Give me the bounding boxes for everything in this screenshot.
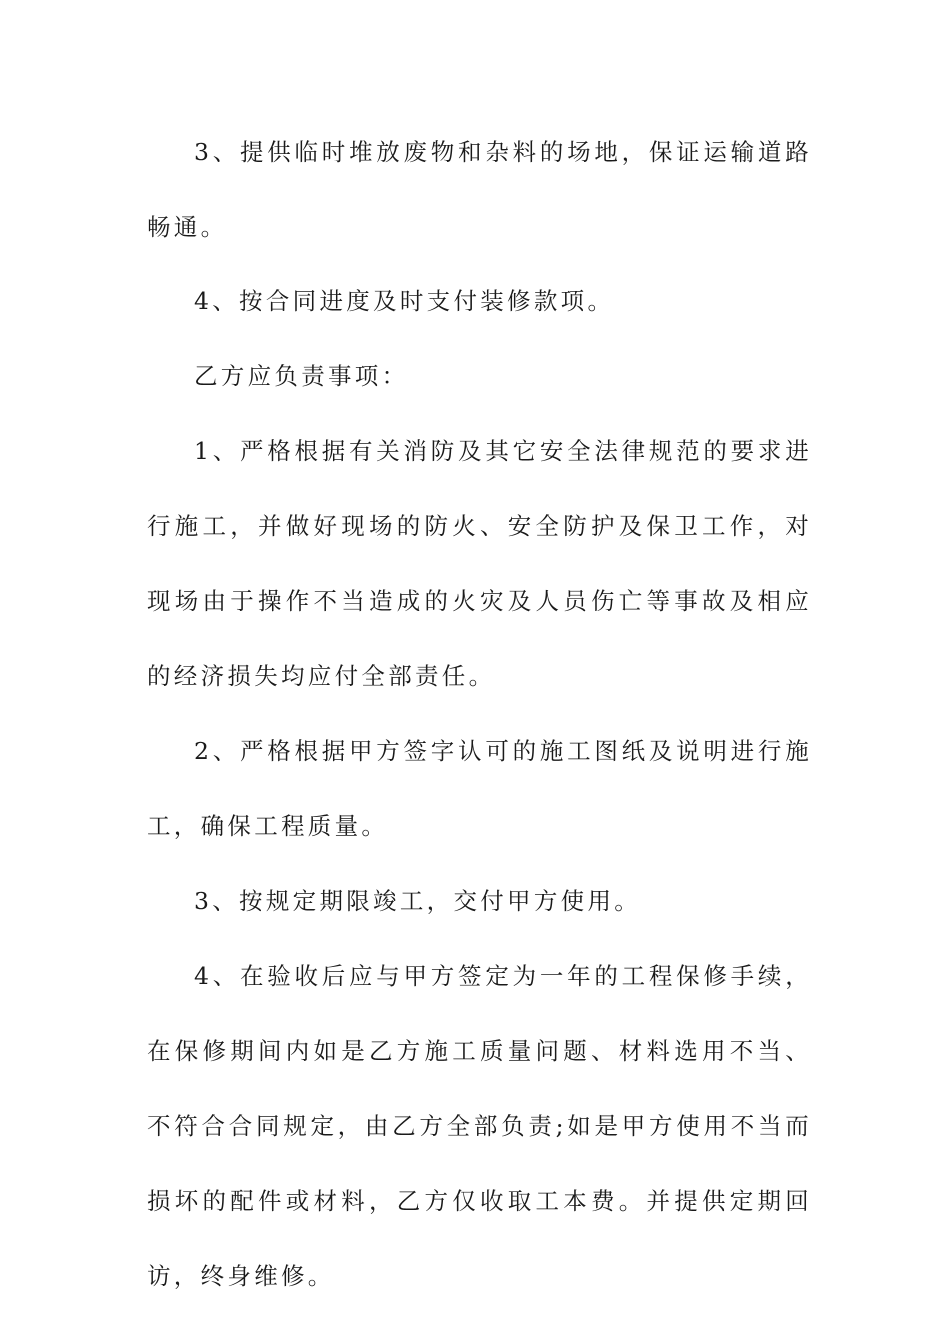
paragraph-party-b-item-1: 1、严格根据有关消防及其它安全法律规范的要求进行施工，并做好现场的防火、安全防护及保卫工作，对现场由于操作不当造成的火灾及人员伤亡等事故及相应的经济损失均应付全部责任。 (147, 437, 812, 690)
paragraph-party-b-item-3: 3、按规定期限竣工，交付甲方使用。 (194, 887, 642, 915)
section-heading-party-b-duties: 乙方应负责事项： (194, 362, 409, 390)
paragraph-party-a-item-3: 3、提供临时堆放废物和杂料的场地，保证运输道路畅通。 (147, 138, 812, 241)
paragraph-party-b-item-2: 2、严格根据甲方签字认可的施工图纸及说明进行施工，确保工程质量。 (147, 737, 812, 840)
paragraph-party-a-item-4: 4、按合同进度及时支付装修款项。 (194, 287, 615, 315)
paragraph-party-b-item-4: 4、在验收后应与甲方签定为一年的工程保修手续，在保修期间内如是乙方施工质量问题、材料选用不当、不符合合同规定，由乙方全部负责;如是甲方使用不当而损坏的配件或材料，乙方仅收取工本费。并提供定期回访，终身维修。 (147, 962, 812, 1290)
